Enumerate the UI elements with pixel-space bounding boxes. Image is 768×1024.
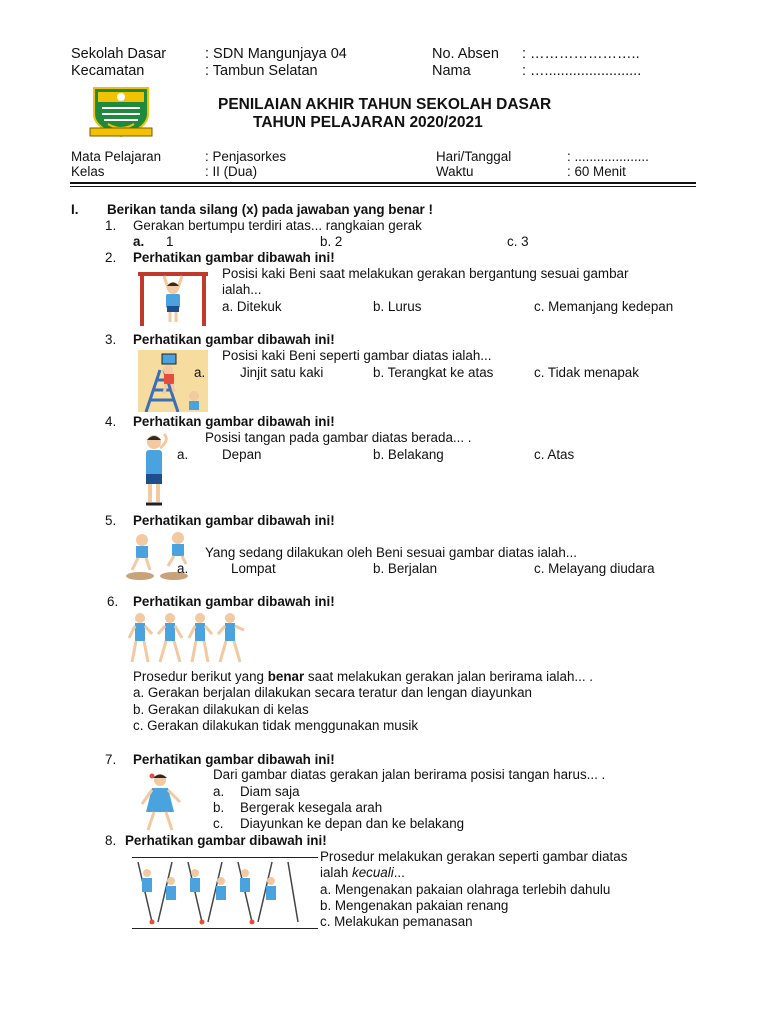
name-label: Nama (432, 63, 471, 79)
district-value: : Tambun Selatan (205, 63, 318, 79)
q8-text-line2-italic: kecuali (352, 865, 394, 880)
arm-raise-boy-illustration (134, 430, 178, 510)
rhythmic-walking-illustration (126, 610, 252, 668)
absen-label: No. Absen (432, 46, 499, 62)
q7-option-a: Diam saja (240, 784, 300, 799)
q2-text-line2: ialah... (222, 282, 262, 297)
q8-option-b: b. Mengenakan pakaian renang (320, 898, 509, 913)
q4-prompt: Perhatikan gambar dibawah ini! (133, 414, 335, 429)
section-instruction: Berikan tanda silang (x) pada jawaban yang benar ! (107, 202, 433, 217)
class-value: : II (Dua) (205, 164, 258, 179)
q3-text: Posisi kaki Beni seperti gambar diatas ialah... (222, 348, 492, 363)
q8-text-line2 (320, 865, 405, 881)
q8-text-line2-post: ... (393, 865, 405, 880)
q5-text: Yang sedang dilakukan oleh Beni sesuai gambar diatas ialah... (205, 545, 577, 560)
q1-option-a-mark: a. (133, 234, 145, 249)
q8-image-top-border (132, 857, 318, 858)
marching-children-illustration (132, 860, 302, 926)
school-value: : SDN Mangunjaya 04 (205, 46, 347, 62)
day-value: : .................... (567, 149, 649, 164)
q8-text-line2-pre: ialah (320, 865, 353, 880)
q5-option-c: c. Melayang diudara (534, 561, 655, 576)
q1-option-c: c. 3 (507, 234, 529, 249)
q7-prompt: Perhatikan gambar dibawah ini! (133, 752, 335, 767)
walking-girl-illustration (138, 772, 186, 834)
district-label: Kecamatan (71, 63, 145, 79)
q1-text: Gerakan bertumpu terdiri atas... rangkaian gerak (133, 218, 422, 233)
q7-option-b: Bergerak kesegala arah (240, 800, 383, 815)
q5-option-a: Lompat (231, 561, 276, 576)
q7-option-c-mark: c. (213, 816, 224, 831)
q3-option-a-mark: a. (194, 365, 206, 380)
q1-option-a: 1 (166, 234, 174, 249)
q2-option-a: a. Ditekuk (222, 299, 282, 314)
day-label: Hari/Tanggal (436, 149, 512, 164)
q6-option-c: c. Gerakan dilakukan tidak menggunakan musik (133, 718, 419, 733)
q6-number: 6. (107, 594, 119, 609)
q7-option-a-mark: a. (213, 784, 225, 799)
q2-text-line1: Posisi kaki Beni saat melakukan gerakan bergantung sesuai gambar (222, 266, 629, 281)
subject-value: : Penjasorkes (205, 149, 287, 164)
q5-prompt: Perhatikan gambar dibawah ini! (133, 513, 335, 528)
q6-option-a: a. Gerakan berjalan dilakukan secara teratur dan lengan diayunkan (133, 685, 533, 700)
q8-option-c: c. Melakukan pemanasan (320, 914, 473, 929)
q7-option-c: Diayunkan ke depan dan ke belakang (240, 816, 465, 831)
school-district-logo (88, 84, 154, 140)
q8-prompt: Perhatikan gambar dibawah ini! (125, 833, 327, 848)
subject-label: Mata Pelajaran (71, 149, 162, 164)
q7-number: 7. (105, 752, 117, 767)
q1-number: 1. (105, 218, 117, 233)
q2-option-b: b. Lurus (373, 299, 422, 314)
q3-option-c: c. Tidak menapak (534, 365, 639, 380)
q5-number: 5. (105, 513, 117, 528)
q8-number: 8. (105, 833, 117, 848)
name-value: : …........................ (522, 63, 642, 79)
q8-image-bottom-border (132, 928, 318, 929)
q7-text: Dari gambar diatas gerakan jalan berirama posisi tangan harus... . (213, 767, 606, 782)
q8-option-a: a. Mengenakan pakaian olahraga terlebih dahulu (320, 882, 611, 897)
q6-text (133, 669, 593, 685)
header-divider-thin (70, 186, 696, 187)
q6-text-post: saat melakukan gerakan jalan berirama ialah... . (304, 669, 594, 684)
q3-option-a: Jinjit satu kaki (240, 365, 324, 380)
header-divider (70, 182, 696, 184)
time-value: : 60 Menit (567, 164, 626, 179)
q3-prompt: Perhatikan gambar dibawah ini! (133, 332, 335, 347)
q3-number: 3. (105, 332, 117, 347)
q4-option-c: c. Atas (534, 447, 575, 462)
page-subtitle: TAHUN PELAJARAN 2020/2021 (253, 114, 483, 131)
q6-text-bold: benar (267, 669, 305, 684)
q4-option-a: Depan (222, 447, 262, 462)
time-label: Waktu (436, 164, 474, 179)
absen-value: : ………………….. (522, 46, 640, 62)
q5-option-b: b. Berjalan (373, 561, 438, 576)
q4-text: Posisi tangan pada gambar diatas berada... . (205, 430, 472, 445)
q4-option-a-mark: a. (177, 447, 189, 462)
q2-prompt: Perhatikan gambar dibawah ini! (133, 250, 335, 265)
q1-option-b: b. 2 (320, 234, 343, 249)
page-title: PENILAIAN AKHIR TAHUN SEKOLAH DASAR (218, 96, 552, 113)
school-label: Sekolah Dasar (71, 46, 167, 62)
q3-option-b: b. Terangkat ke atas (373, 365, 494, 380)
q5-option-a-mark: a. (177, 561, 189, 576)
section-number: I. (71, 202, 79, 217)
hanging-boy-illustration (136, 268, 210, 326)
climbing-ladder-illustration (138, 350, 208, 412)
q8-text-line1: Prosedur melakukan gerakan seperti gambar diatas (320, 849, 628, 864)
q4-option-b: b. Belakang (373, 447, 444, 462)
q6-prompt: Perhatikan gambar dibawah ini! (133, 594, 335, 609)
q6-text-pre: Prosedur berikut yang (133, 669, 268, 684)
q4-number: 4. (105, 414, 117, 429)
q7-option-b-mark: b. (213, 800, 225, 815)
q2-option-c: c. Memanjang kedepan (534, 299, 674, 314)
q6-option-b: b. Gerakan dilakukan di kelas (133, 702, 309, 717)
q2-number: 2. (105, 250, 117, 265)
class-label: Kelas (71, 164, 105, 179)
